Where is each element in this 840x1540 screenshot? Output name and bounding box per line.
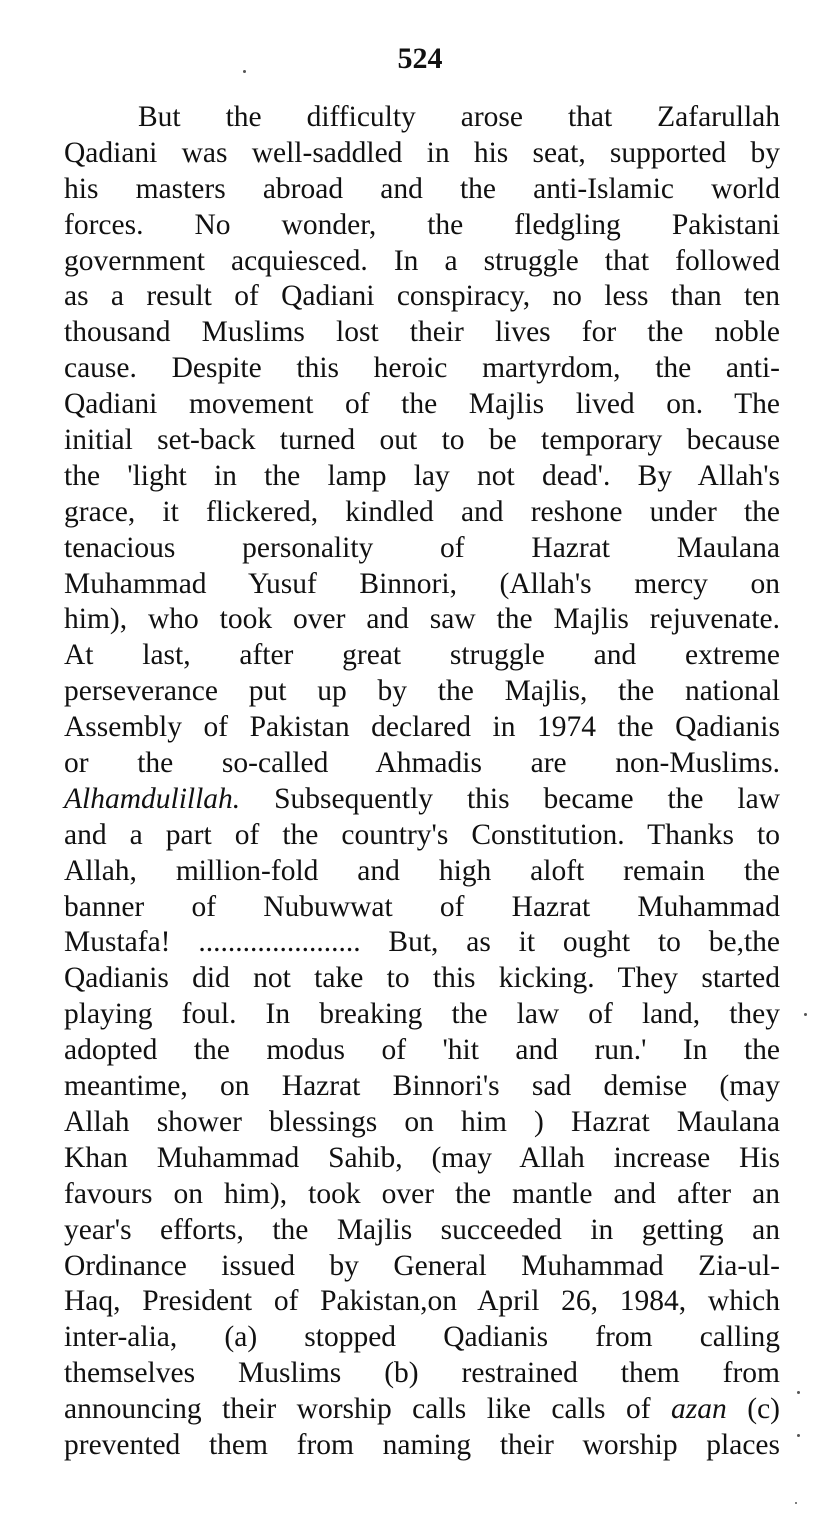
text-line	[64, 782, 780, 818]
scan-speck	[797, 1391, 800, 1394]
text-run: favours on him), took over the mantle and after an	[64, 1177, 780, 1210]
text-run: adopted the modus of 'hit and run.' In the	[64, 1034, 780, 1067]
text-line	[64, 890, 780, 926]
text-run: prevented them from naming their worship places	[64, 1428, 780, 1461]
text-line	[64, 459, 780, 495]
text-line	[64, 172, 780, 208]
text-line	[64, 136, 780, 172]
text-line	[64, 1392, 780, 1428]
text-line	[64, 1249, 780, 1285]
text-line	[64, 1033, 780, 1069]
text-run: Ordinance issued by General Muhammad Zia-ul-	[64, 1249, 780, 1282]
text-line	[64, 602, 780, 638]
text-run: Subsequently this became the law	[240, 782, 780, 815]
text-run: thousand Muslims lost their lives for the noble	[64, 316, 780, 349]
text-run: year's efforts, the Majlis succeeded in getting an	[64, 1213, 780, 1246]
text-line	[64, 1320, 780, 1356]
text-line	[64, 925, 780, 961]
text-run: (c)	[726, 1393, 780, 1426]
text-line	[64, 818, 780, 854]
scan-speck	[804, 1013, 807, 1016]
text-run: perseverance put up by the Majlis, the national	[64, 675, 780, 708]
text-run: playing foul. In breaking the law of land, they	[64, 998, 780, 1031]
text-run: But the difficulty arose that Zafarullah	[138, 101, 780, 133]
text-line	[64, 961, 780, 997]
text-line	[64, 1213, 780, 1249]
text-run: initial set-back turned out to be temporary because	[64, 424, 780, 457]
text-line	[64, 208, 780, 244]
text-line	[64, 1428, 780, 1464]
text-run: inter-alia, (a) stopped Qadianis from calling	[64, 1321, 780, 1354]
text-run: Assembly of Pakistan declared in 1974 the Qadianis	[64, 711, 780, 744]
text-run: as a result of Qadiani conspiracy, no less than ten	[64, 280, 780, 313]
text-run: Muhammad Yusuf Binnori, (Allah's mercy on	[64, 567, 780, 600]
text-line	[64, 567, 780, 603]
text-run: At last, after great struggle and extreme	[64, 639, 780, 672]
text-line	[64, 1141, 780, 1177]
text-run: Allah shower blessings on him ) Hazrat Maulana	[64, 1105, 780, 1138]
text-line	[64, 746, 780, 782]
text-run: Haq, President of Pakistan,on April 26, 1984, which	[64, 1285, 780, 1318]
text-line	[64, 997, 780, 1033]
text-line	[64, 710, 780, 746]
text-run: meantime, on Hazrat Binnori's sad demise (may	[64, 1070, 780, 1103]
text-run: cause. Despite this heroic martyrdom, the anti-	[64, 352, 780, 385]
italic-text-run: Alhamdulillah.	[64, 782, 241, 815]
text-run: Qadiani movement of the Majlis lived on. The	[64, 388, 780, 421]
text-run: forces. No wonder, the fledgling Pakistani	[64, 208, 780, 241]
text-line	[64, 495, 780, 531]
text-line	[64, 387, 780, 423]
text-run: his masters abroad and the anti-Islamic world	[64, 172, 780, 205]
text-line	[64, 423, 780, 459]
text-run: government acquiesced. In a struggle that followed	[64, 244, 780, 277]
text-line	[64, 100, 780, 136]
text-run: Allah, million-fold and high aloft remain the	[64, 854, 780, 887]
text-line	[64, 854, 780, 890]
text-line	[64, 1177, 780, 1213]
text-run: Mustafa! ...................... But, as it ought to be,the	[64, 926, 780, 959]
text-line	[64, 638, 780, 674]
text-run: him), who took over and saw the Majlis rejuvenate.	[64, 603, 780, 636]
body-paragraph	[64, 100, 780, 1464]
text-line	[64, 1069, 780, 1105]
text-line	[64, 315, 780, 351]
text-line	[64, 1356, 780, 1392]
text-run: announcing their worship calls like calls of	[64, 1393, 672, 1426]
text-line	[64, 674, 780, 710]
text-run: banner of Nubuwwat of Hazrat Muhammad	[64, 890, 780, 923]
text-run: tenacious personality of Hazrat Maulana	[64, 531, 780, 564]
text-run: and a part of the country's Constitution. Thanks to	[64, 818, 780, 851]
text-run: grace, it flickered, kindled and reshone under the	[64, 495, 780, 528]
text-line	[64, 244, 780, 280]
scan-speck	[795, 1502, 797, 1504]
text-run: Qadiani was well-saddled in his seat, supported by	[64, 136, 780, 169]
text-line	[64, 351, 780, 387]
scan-speck	[243, 70, 246, 73]
text-line	[64, 1105, 780, 1141]
text-line	[64, 1284, 780, 1320]
text-line	[64, 531, 780, 567]
text-run: themselves Muslims (b) restrained them from	[64, 1357, 780, 1390]
scan-speck	[797, 1434, 800, 1437]
page-number: 524	[397, 42, 443, 75]
text-run: or the so-called Ahmadis are non-Muslims.	[64, 747, 780, 780]
text-line	[64, 279, 780, 315]
italic-text-run: azan	[671, 1393, 727, 1426]
text-run: the 'light in the lamp lay not dead'. By Allah's	[64, 459, 780, 492]
text-run: Qadianis did not take to this kicking. They started	[64, 962, 780, 995]
text-run: Khan Muhammad Sahib, (may Allah increase His	[64, 1141, 780, 1174]
